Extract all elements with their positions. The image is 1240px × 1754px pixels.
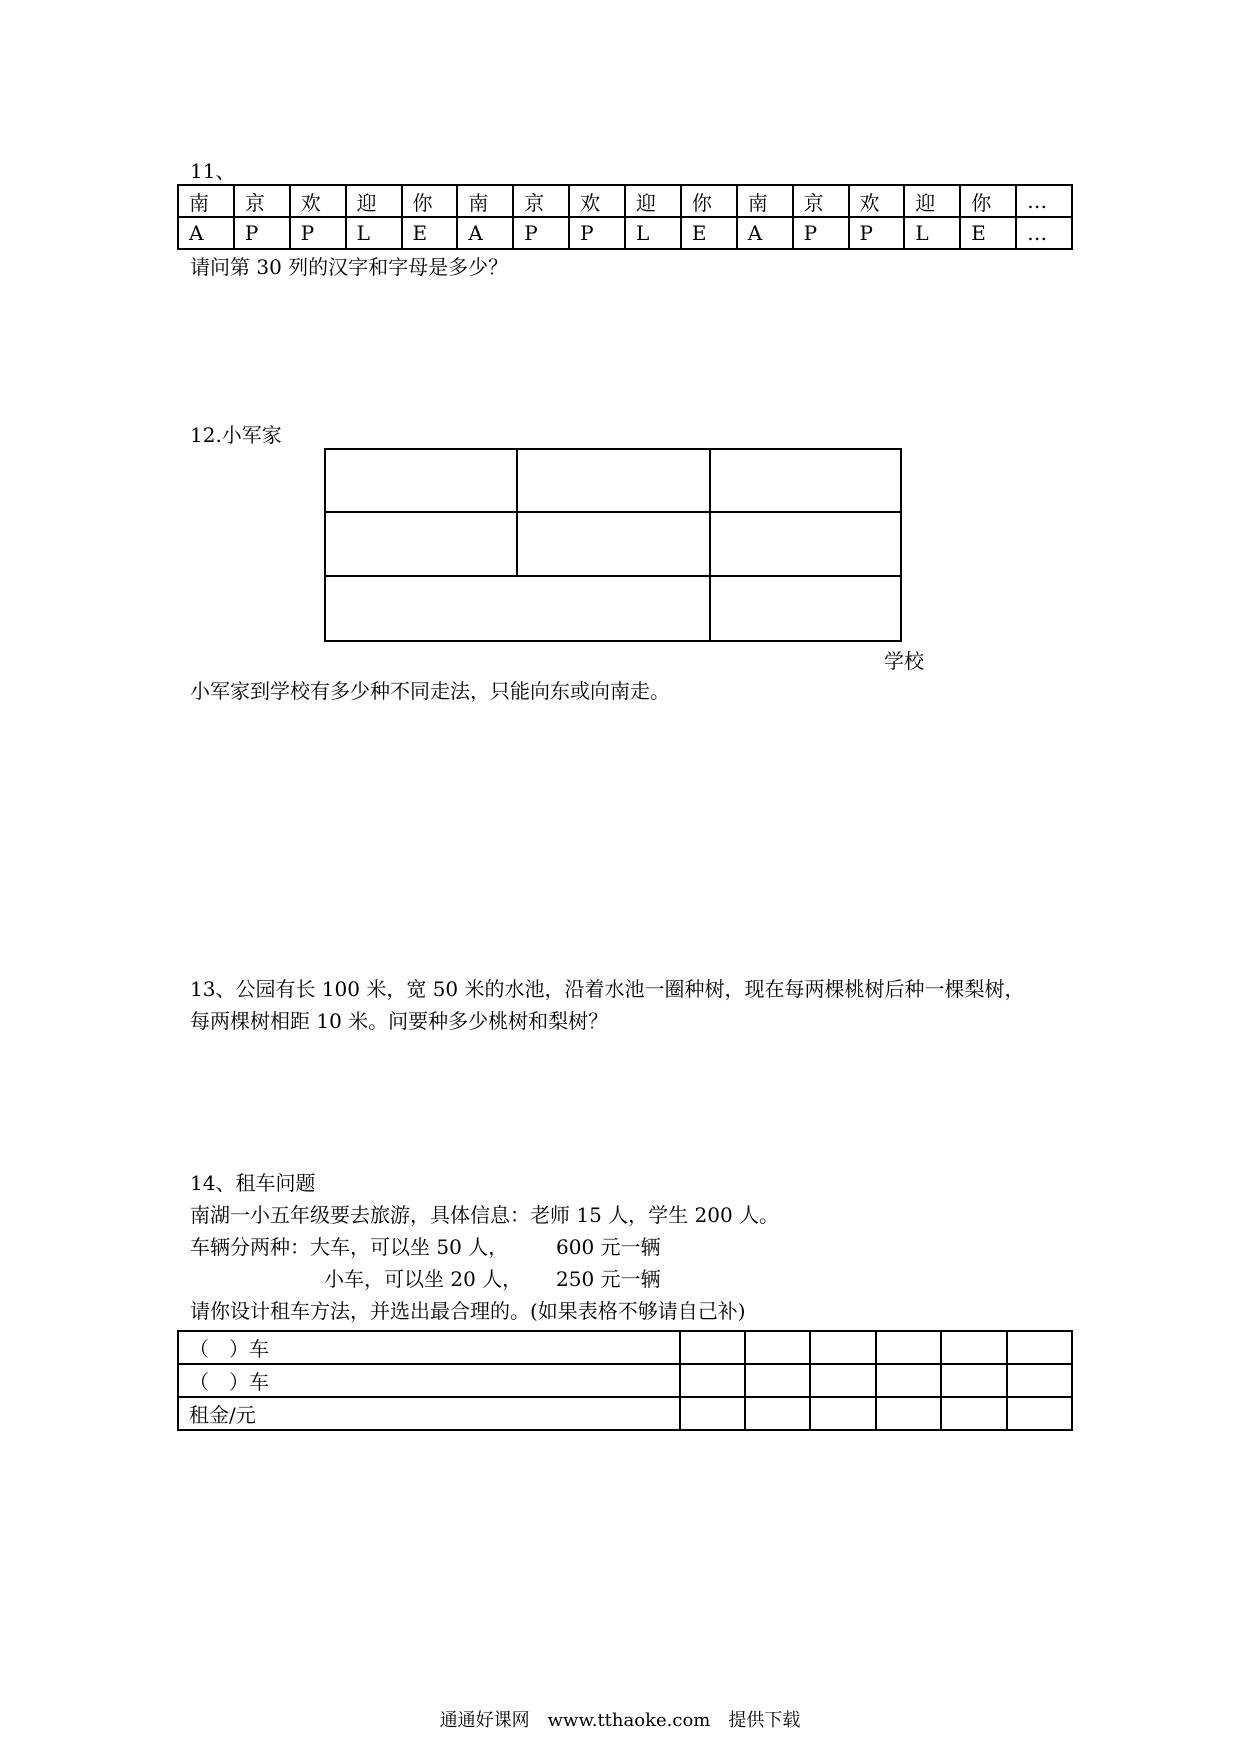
q12-title: 12.小军家 bbox=[190, 423, 282, 447]
q11-table bbox=[177, 184, 1073, 250]
q11-cell: L bbox=[625, 217, 681, 249]
q11-cell: P bbox=[569, 217, 625, 249]
q11-cell: 南 bbox=[178, 185, 234, 217]
q14-table-row bbox=[178, 1331, 1072, 1364]
q14-blank-cell[interactable] bbox=[1007, 1364, 1072, 1397]
q14-blank-cell[interactable] bbox=[941, 1331, 1006, 1364]
q11-cell: 迎 bbox=[346, 185, 402, 217]
q11-cell: P bbox=[793, 217, 849, 249]
q14-row-label: （ ）车 bbox=[178, 1331, 680, 1364]
q11-cell: 你 bbox=[960, 185, 1016, 217]
q11-cell: 京 bbox=[234, 185, 290, 217]
q11-row-characters bbox=[178, 185, 1072, 217]
q14-blank-cell[interactable] bbox=[876, 1397, 941, 1430]
q11-cell: 欢 bbox=[569, 185, 625, 217]
q14-blank-cell[interactable] bbox=[810, 1397, 875, 1430]
q11-cell: … bbox=[1016, 185, 1072, 217]
q14-blank-cell[interactable] bbox=[941, 1397, 1006, 1430]
q11-cell: 南 bbox=[457, 185, 513, 217]
q14-blank-cell[interactable] bbox=[941, 1364, 1006, 1397]
q14-instruction: 请你设计租车方法，并选出最合理的。(如果表格不够请自己补) bbox=[190, 1299, 746, 1323]
q14-table-row bbox=[178, 1397, 1072, 1430]
q11-cell: 京 bbox=[513, 185, 569, 217]
q11-cell: E bbox=[681, 217, 737, 249]
q14-blank-cell[interactable] bbox=[1007, 1397, 1072, 1430]
q14-blank-cell[interactable] bbox=[680, 1331, 745, 1364]
q11-cell: 京 bbox=[793, 185, 849, 217]
q14-car-small: 小车，可以坐 20 人， bbox=[324, 1267, 523, 1291]
q11-cell: 你 bbox=[681, 185, 737, 217]
q11-cell: P bbox=[849, 217, 905, 249]
q11-cell: 南 bbox=[737, 185, 793, 217]
q14-blank-cell[interactable] bbox=[745, 1397, 810, 1430]
q13-line1: 13、公园有长 100 米，宽 50 米的水池，沿着水池一圈种树，现在每两棵桃树后种一棵梨树， bbox=[190, 977, 1025, 1001]
q14-car-small-price: 250 元一辆 bbox=[556, 1267, 661, 1291]
q11-cell: L bbox=[904, 217, 960, 249]
q12-end-label: 学校 bbox=[884, 649, 924, 673]
q14-car-big-price: 600 元一辆 bbox=[556, 1235, 661, 1259]
q11-question: 请问第 30 列的汉字和字母是多少？ bbox=[190, 255, 509, 279]
q11-cell: A bbox=[737, 217, 793, 249]
q14-row-label: 租金/元 bbox=[178, 1397, 680, 1430]
q12-question: 小军家到学校有多少种不同走法，只能向东或向南走。 bbox=[190, 679, 670, 703]
q11-cell: E bbox=[402, 217, 458, 249]
q11-cell: P bbox=[513, 217, 569, 249]
footer-credit: 通通好课网 www.tthaoke.com 提供下载 bbox=[439, 1710, 801, 1731]
q11-cell: E bbox=[960, 217, 1016, 249]
q11-cell: 欢 bbox=[290, 185, 346, 217]
q11-cell: 迎 bbox=[625, 185, 681, 217]
q14-row-label: （ ）车 bbox=[178, 1364, 680, 1397]
q14-blank-cell[interactable] bbox=[745, 1331, 810, 1364]
q11-cell: 欢 bbox=[849, 185, 905, 217]
q14-blank-cell[interactable] bbox=[1007, 1331, 1072, 1364]
q14-blank-cell[interactable] bbox=[810, 1331, 875, 1364]
q11-row-letters bbox=[178, 217, 1072, 249]
q11-cell: P bbox=[234, 217, 290, 249]
q14-blank-cell[interactable] bbox=[745, 1364, 810, 1397]
q12-street-grid bbox=[324, 448, 902, 642]
q11-cell: P bbox=[290, 217, 346, 249]
q11-cell: … bbox=[1016, 217, 1072, 249]
q11-cell: L bbox=[346, 217, 402, 249]
q14-blank-cell[interactable] bbox=[810, 1364, 875, 1397]
grid-outline bbox=[325, 449, 901, 641]
q13-line2: 每两棵树相距 10 米。问要种多少桃树和梨树？ bbox=[190, 1009, 609, 1033]
q11-cell: 迎 bbox=[904, 185, 960, 217]
q11-number: 11、 bbox=[190, 159, 236, 183]
q14-table bbox=[177, 1330, 1073, 1431]
q14-blank-cell[interactable] bbox=[680, 1397, 745, 1430]
q14-table-row bbox=[178, 1364, 1072, 1397]
q14-car-big: 车辆分两种：大车，可以坐 50 人， bbox=[190, 1235, 509, 1259]
q11-cell: A bbox=[457, 217, 513, 249]
q14-info: 南湖一小五年级要去旅游，具体信息：老师 15 人，学生 200 人。 bbox=[190, 1203, 780, 1227]
q14-title: 14、租车问题 bbox=[190, 1171, 316, 1195]
q11-cell: 你 bbox=[402, 185, 458, 217]
q14-blank-cell[interactable] bbox=[876, 1364, 941, 1397]
q14-blank-cell[interactable] bbox=[680, 1364, 745, 1397]
q14-blank-cell[interactable] bbox=[876, 1331, 941, 1364]
q11-cell: A bbox=[178, 217, 234, 249]
